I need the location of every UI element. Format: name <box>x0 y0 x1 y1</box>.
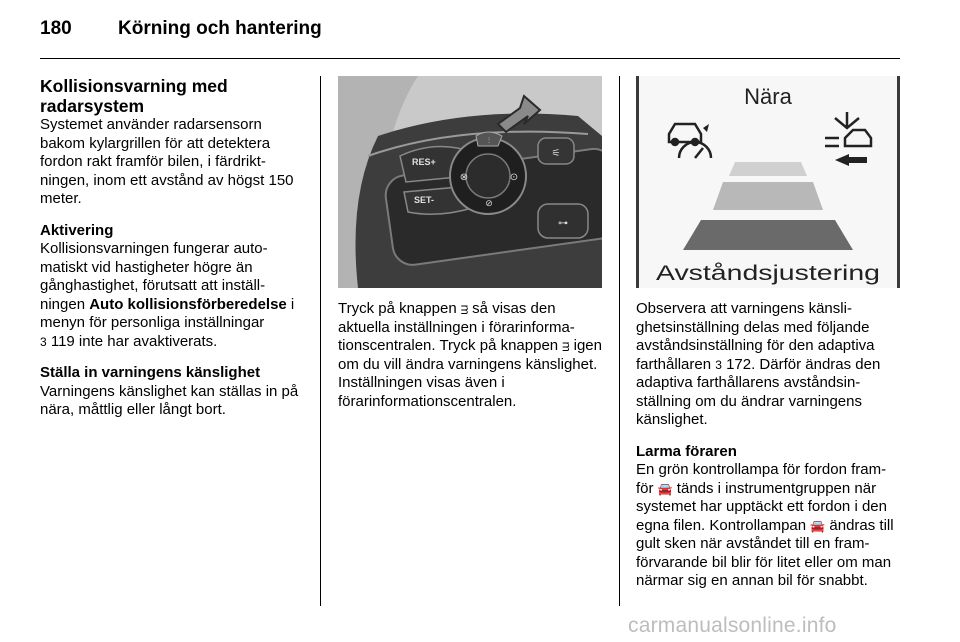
sensitivity-paragraph: Varningens känslighet kan ställas in på nära, måttlig eller långt bort. <box>40 382 299 418</box>
distance-setting-display <box>639 76 897 288</box>
svg-text:⚟: ⚟ <box>551 148 561 159</box>
column-1 <box>40 76 302 420</box>
watermark: carmanualsonline.info <box>628 614 837 637</box>
steering-wheel-image <box>338 76 602 288</box>
vehicle-ahead-icon: 🚘 <box>810 518 826 533</box>
activation-title: Aktivering <box>40 221 114 239</box>
display-image <box>636 76 900 288</box>
setting-name: Auto kollisionsförberedelse <box>89 295 287 313</box>
set-button-label: SET- <box>414 195 435 205</box>
warn-driver-title: Larma föraren <box>636 442 737 460</box>
sensitivity-title: Ställa in varningens känslighet <box>40 364 261 381</box>
svg-text:⊶: ⊶ <box>558 218 568 229</box>
distance-button-icon: ᴟ <box>460 302 469 316</box>
section-heading: Kollisionsvarning med radarsystem <box>40 76 228 116</box>
intro-paragraph: Systemet använder radarsensorn bakom kylargrillen för att detektera fordon rakt framför bilen, i färdrikt-ningen, inom ett avstånd av högst 150 meter. <box>40 116 294 207</box>
svg-text:⊙: ⊙ <box>509 172 519 183</box>
column-3-text <box>636 300 902 591</box>
activation-paragraph: Kollisionsvarningen fungerar auto-matiskt vid hastigheter högre än gånghastighet, förutsatt att inställ-ningen Auto kollisionsförberedelse i menyn för personliga inställningar 3 119 inte har avaktiverats. <box>40 240 295 350</box>
page-ref-icon: 3 <box>40 334 47 349</box>
page-number: 180 <box>40 18 72 39</box>
page-header <box>40 16 900 46</box>
res-button-label: RES+ <box>412 157 436 167</box>
display-top-label: Nära <box>744 84 792 109</box>
warn-driver-paragraph: En grön kontrollampa för fordon fram-för 🚘 tänds i instrumentgruppen när systemet har upptäckt ett fordon i den egna filen. Kontrollampan 🚘 ändras till gult sken när avståndet till en fram-förvarande bil blir för litet eller om man närmar sig en annan bil för snabbt. <box>636 461 894 589</box>
header-rule <box>40 58 900 59</box>
shared-setting-paragraph: Observera att varningens känsli-ghetsinställning delas med följande avståndsinställning för den adaptiva farthållaren 3 172. Därför ändras den adaptiva farthållarens avståndsin-ställning om du ändrar varningens känslighet. <box>636 300 881 428</box>
button-instruction-paragraph: Tryck på knappen ᴟ så visas den aktuella inställningen i förarinforma-tionscentralen. Tryck på knappen ᴟ igen om du vill ändra varningens känslighet. Inställningen visas även i förarinformationscentralen. <box>338 300 602 410</box>
column-divider-1 <box>320 76 321 606</box>
column-divider-2 <box>619 76 620 606</box>
page-ref-icon: 3 <box>715 357 722 372</box>
svg-text:⊘: ⊘ <box>485 199 493 209</box>
vehicle-ahead-icon: 🚘 <box>657 481 673 496</box>
steering-wheel-illustration <box>338 76 602 288</box>
display-bottom-label: Avståndsjustering <box>656 262 880 285</box>
column-2-text <box>338 300 602 411</box>
svg-text:⊗: ⊗ <box>459 172 469 183</box>
svg-text:⫶: ⫶ <box>488 136 490 145</box>
distance-button-icon: ᴟ <box>562 339 570 353</box>
page-title: Körning och hantering <box>118 18 322 39</box>
